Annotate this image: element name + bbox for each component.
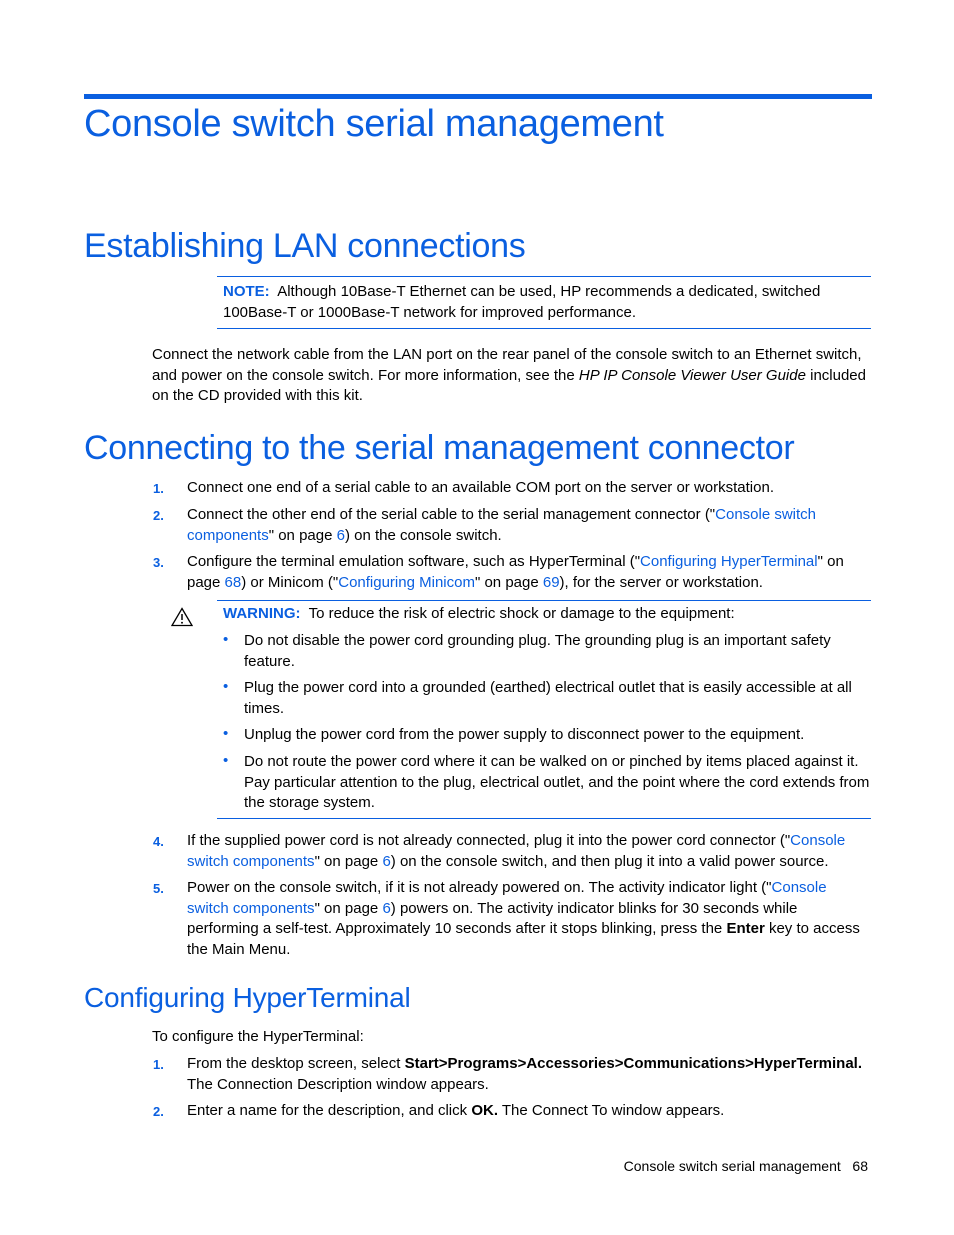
step-text [187, 831, 871, 872]
lan-paragraph-text-1: Connect the network cable from the LAN port on the rear panel of the console switch to an Ethernet switch, and power on the console switch. For more information, see the [152, 346, 862, 384]
note-label: NOTE: [223, 283, 270, 300]
note-text: Although 10Base-T Ethernet can be used, HP recommends a dedicated, switched 100Base-T or 1000Base-T network for improved performance. [223, 283, 821, 321]
warning-bullet: Unplug the power cord from the power supply to disconnect power to the equipment. [244, 726, 805, 743]
step-text-part: ), for the server or workstation. [559, 573, 763, 591]
bullet-icon: • [223, 725, 229, 742]
footer-title: Console switch serial management [623, 1158, 841, 1174]
step-text-part: ) on the console switch. [344, 526, 502, 544]
step-number: 2. [153, 1104, 164, 1119]
bullet-icon: • [223, 678, 229, 695]
bullet-icon: • [223, 752, 229, 769]
lan-paragraph-text-2: included on the CD provided with this kit. [152, 366, 866, 404]
step-text-part: Connect the other end of the serial cable to the serial management connector (" [187, 506, 716, 523]
guide-title: HP IP Console Viewer User Guide [578, 366, 806, 384]
hyperterminal-intro: To configure the HyperTerminal: [152, 1028, 364, 1045]
step-text [187, 552, 871, 593]
warning-text: To reduce the risk of electric shock or damage to the equipment: [308, 605, 735, 622]
note [223, 281, 863, 323]
step-text-part: " on page [187, 553, 844, 591]
step-text: Connect one end of a serial cable to an available COM port on the server or workstation. [187, 479, 774, 496]
page-footer [624, 1158, 868, 1174]
step-text-part: " on page [474, 573, 543, 591]
page-link[interactable]: 68 [224, 573, 242, 591]
menu-path: Start>Programs>Accessories>Communications>HyperTerminal. [404, 1055, 863, 1072]
warning-bullet: Plug the power cord into a grounded (earthed) electrical outlet that is easily accessible at all times. [244, 679, 852, 717]
page-link[interactable]: 6 [382, 899, 391, 917]
page-number: 68 [852, 1158, 868, 1174]
link-console-switch-components[interactable]: Console switch components [187, 879, 827, 917]
step-text-part: If the supplied power cord is not already connected, plug it into the power cord connector (" [187, 832, 791, 849]
step-text-part: key to access the Main Menu. [187, 920, 860, 958]
step-text-part: ) powers on. The activity indicator blinks for 30 seconds while performing a self-test. Approximately 10 seconds after it stops blinking, press the [187, 899, 798, 937]
bullet-icon: • [223, 631, 229, 648]
warning-triangle-icon [171, 607, 193, 627]
step-text-part: Power on the console switch, if it is not already powered on. The activity indicator light (" [187, 879, 772, 896]
step-text-part: Configure the terminal emulation software, such as HyperTerminal (" [187, 553, 641, 570]
link-configuring-minicom[interactable]: Configuring Minicom [338, 573, 475, 591]
warning-bullet: Do not route the power cord where it can be walked on or pinched by items placed against it. Pay particular attention to the plug, electrical outlet, and the point where the cord extends from the storage system. [244, 753, 870, 811]
page-link[interactable]: 6 [382, 852, 391, 870]
step-text [187, 1054, 871, 1095]
page-link[interactable]: 6 [336, 526, 345, 544]
step-number: 3. [153, 555, 164, 570]
step-number: 2. [153, 508, 164, 523]
step-text [187, 505, 837, 546]
ok-button-ref: OK. [471, 1102, 498, 1119]
step-text-part: From the desktop screen, select [187, 1055, 405, 1072]
step-number: 4. [153, 834, 164, 849]
step-text-part: The Connect To window appears. [497, 1102, 725, 1119]
step-text-part: " on page [268, 526, 337, 544]
heading-configuring-hyperterminal: Configuring HyperTerminal [84, 982, 411, 1013]
link-console-switch-components[interactable]: Console switch components [187, 506, 817, 544]
warning-bullet: Do not disable the power cord grounding plug. The grounding plug is an important safety feature. [244, 632, 831, 670]
page-link[interactable]: 69 [542, 573, 560, 591]
link-console-switch-components[interactable]: Console switch components [187, 832, 846, 870]
heading-serial-connector: Connecting to the serial management connector [84, 429, 795, 467]
lan-paragraph [152, 345, 872, 407]
step-text-part: ) on the console switch, and then plug it into a valid power source. [390, 852, 829, 870]
page-title: Console switch serial management [84, 103, 664, 145]
step-text-part: " on page [314, 899, 383, 917]
step-number: 1. [153, 1057, 164, 1072]
step-number: 5. [153, 881, 164, 896]
step-text [187, 1101, 871, 1122]
warning-label: WARNING: [223, 605, 301, 622]
step-text-part: Enter a name for the description, and click [187, 1102, 472, 1119]
step-text-part: " on page [314, 852, 383, 870]
step-number: 1. [153, 481, 164, 496]
warning-intro [223, 604, 863, 625]
step-text-part: The Connection Description window appears. [187, 1075, 489, 1093]
heading-establishing-lan: Establishing LAN connections [84, 227, 526, 265]
enter-key: Enter [726, 920, 765, 937]
step-text [187, 878, 871, 960]
top-rule [84, 94, 872, 99]
step-text-part: ) or Minicom (" [241, 573, 339, 591]
link-configuring-hyperterminal[interactable]: Configuring HyperTerminal [640, 553, 818, 570]
